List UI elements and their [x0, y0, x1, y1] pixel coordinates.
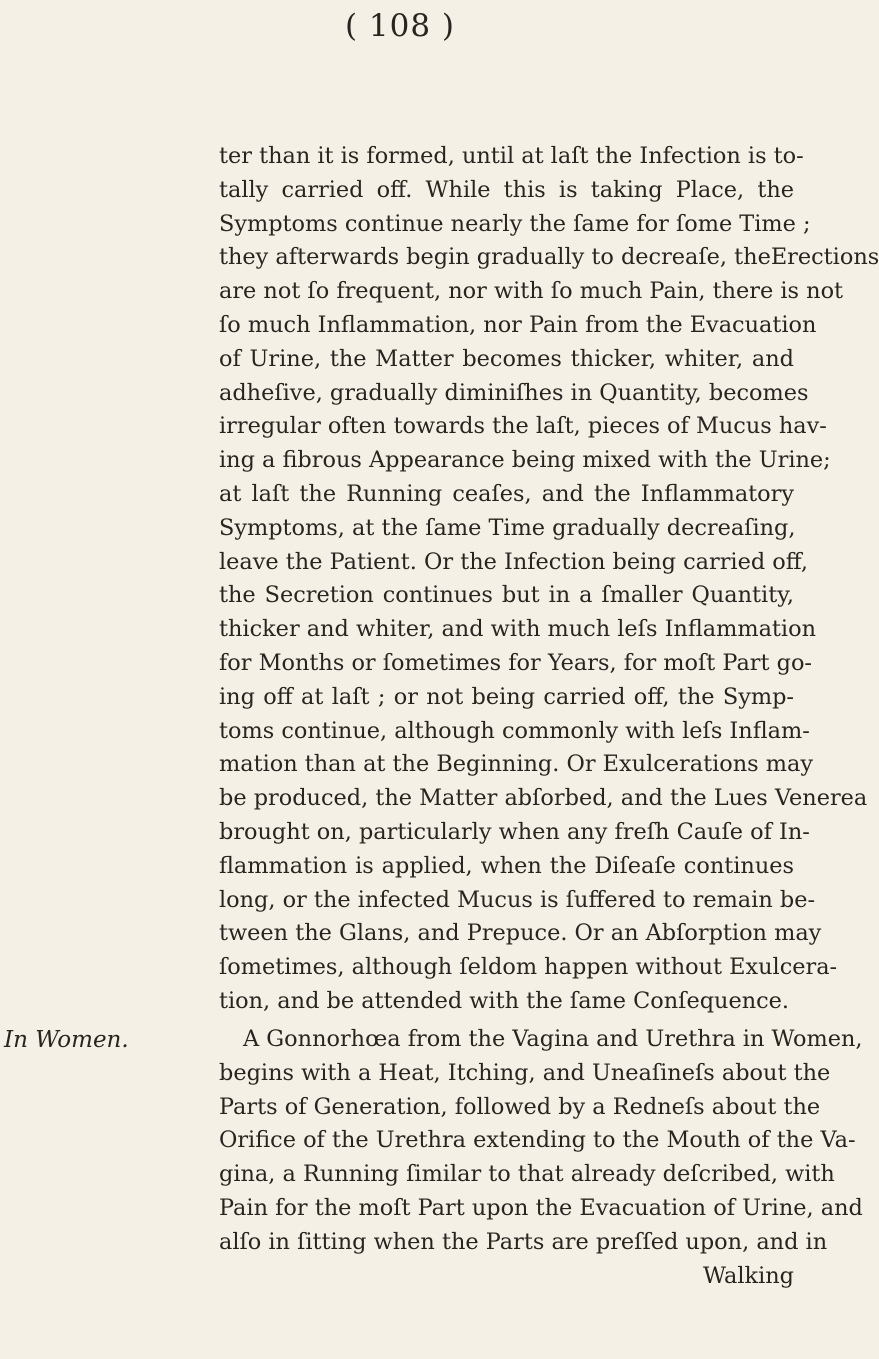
text-line: ing off at laſt ; or not being carried off, the Symp- — [219, 683, 794, 710]
text-line: are not ſo frequent, nor with ſo much Pain, there is not — [219, 278, 844, 305]
text-line: gina, a Running ſimilar to that already deſcribed, with — [219, 1161, 835, 1188]
text-line: adheſive, gradually diminiſhes in Quantity, becomes — [219, 379, 809, 406]
margin-note: In Women. — [4, 1027, 129, 1053]
text-line: thicker and whiter, and with much leſs Inflammation — [219, 616, 816, 643]
text-line: Parts of Generation, followed by a Redneſs about the — [219, 1093, 821, 1120]
text-line: mation than at the Beginning. Or Exulcerations may — [219, 751, 813, 778]
text-line: begins with a Heat, Itching, and Uneaſineſs about the — [219, 1059, 831, 1086]
text-line: ter than it is formed, until at laſt the Infection is to- — [219, 143, 804, 169]
text-line: the Secretion continues but in a ſmaller Quantity, — [219, 582, 794, 609]
text-line: for Months or ſometimes for Years, for moſt Part go- — [219, 649, 813, 676]
text-line: they afterwards begin gradually to decreaſe, theErections — [219, 244, 879, 271]
text-line: Orifice of the Urethra extending to the Mouth of the Va- — [219, 1127, 856, 1154]
paragraph-1 — [219, 140, 879, 1019]
text-line: tion, and be attended with the ſame Conſequence. — [219, 987, 790, 1014]
paragraph-2 — [219, 1023, 863, 1293]
text-line: Symptoms, at the ſame Time gradually decreaſing, — [219, 514, 796, 541]
page-number: ( 108 ) — [344, 8, 456, 44]
text-line: be produced, the Matter abſorbed, and the Lues Venerea — [219, 785, 868, 812]
text-line: long, or the infected Mucus is ſuffered to remain be- — [219, 886, 816, 913]
catchword: Walking — [702, 1262, 794, 1289]
text-line: at laſt the Running ceaſes, and the Inflammatory — [219, 480, 794, 507]
text-line: toms continue, although commonly with leſs Inflam- — [219, 717, 810, 744]
text-line: ſometimes, although ſeldom happen without Exulcera- — [219, 954, 838, 981]
text-line: tween the Glans, and Prepuce. Or an Abſorption may — [219, 920, 822, 947]
text-line: ing a fibrous Appearance being mixed with the Urine; — [219, 447, 831, 474]
text-line: irregular often towards the laſt, pieces of Mucus hav- — [219, 413, 827, 440]
text-line: flammation is applied, when the Diſeaſe continues — [219, 852, 794, 879]
text-line: ſo much Inflammation, nor Pain from the Evacuation — [219, 311, 817, 338]
text-line: Symptoms continue nearly the ſame for ſome Time ; — [219, 210, 811, 237]
text-line: A Gonnorhœa from the Vagina and Urethra in Women, — [243, 1026, 863, 1052]
text-line: alſo in ſitting when the Parts are preſſed upon, and in — [219, 1228, 828, 1255]
text-line: tally carried off. While this is taking Place, the — [219, 176, 794, 203]
text-line: leave the Patient. Or the Infection being carried off, — [219, 548, 808, 575]
text-line: of Urine, the Matter becomes thicker, whiter, and — [219, 345, 794, 372]
text-line: Pain for the moſt Part upon the Evacuation of Urine, and — [219, 1194, 863, 1221]
text-line: brought on, particularly when any freſh Cauſe of In- — [219, 818, 810, 845]
